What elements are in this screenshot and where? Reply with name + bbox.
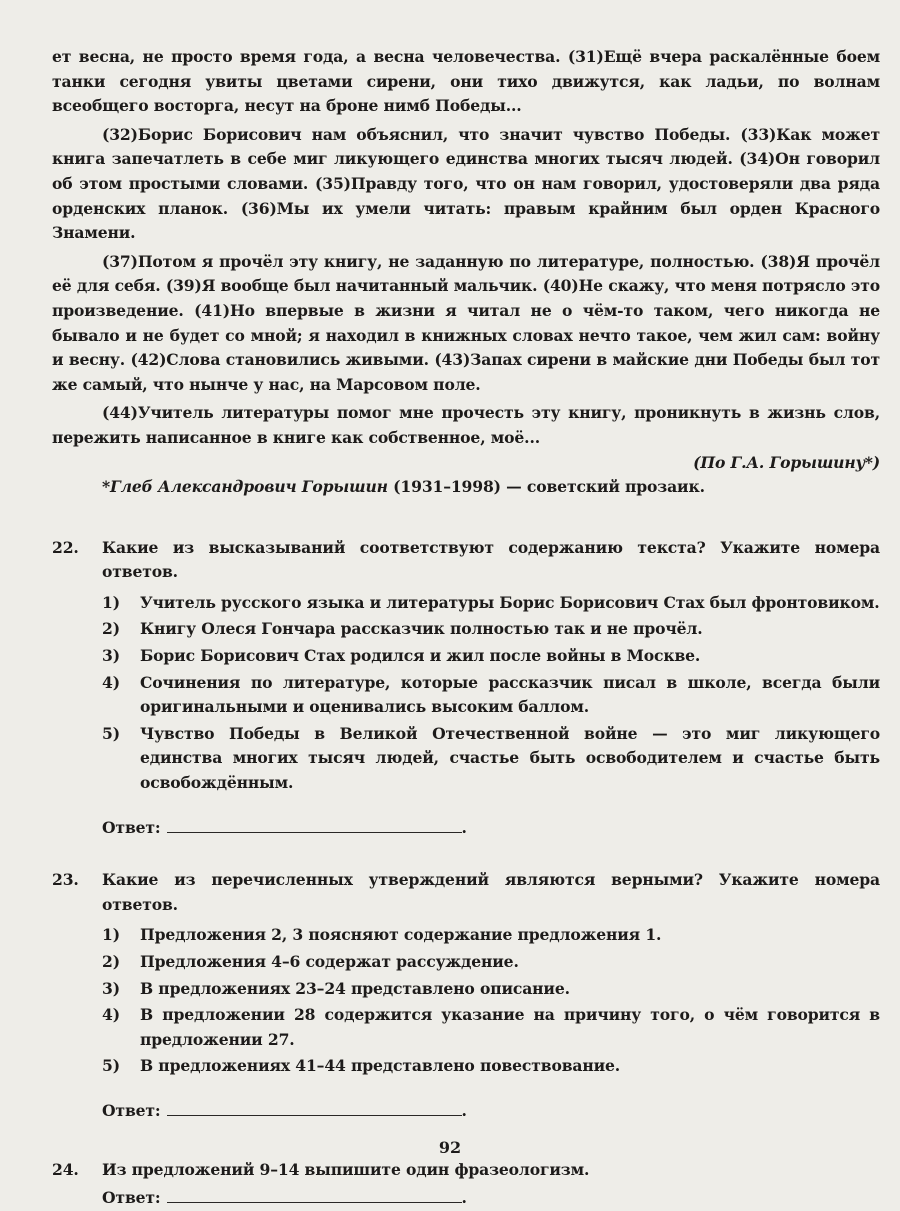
option-number: 3) xyxy=(102,646,120,666)
answer-option xyxy=(102,644,880,669)
option-number: 2) xyxy=(102,952,120,971)
answer-label: Ответ: xyxy=(102,1100,161,1120)
task-number: 24. xyxy=(52,1159,79,1179)
task-22 xyxy=(52,536,880,841)
answer-row xyxy=(102,1184,880,1211)
option-text: В предложениях 41–44 представлено повествование. xyxy=(140,1056,621,1076)
answer-row xyxy=(102,1097,880,1124)
answer-option xyxy=(102,722,880,796)
text-source: (По Г.А. Горышину*) xyxy=(693,452,880,472)
option-number: 3) xyxy=(102,978,120,998)
task-number: 23. xyxy=(52,870,79,890)
option-number: 5) xyxy=(102,723,120,743)
option-text: В предложениях 23–24 представлено описание. xyxy=(140,978,570,998)
option-text: Борис Борисович Стах родился и жил после войны в Москве. xyxy=(140,646,701,666)
task-number: 22. xyxy=(52,537,79,557)
task-question: Какие из высказываний соответствуют содержанию текста? Укажите номера ответов. xyxy=(102,537,880,582)
option-text: Учитель русского языка и литературы Борис Борисович Стах был фронтовиком. xyxy=(140,592,880,612)
answer-options xyxy=(102,923,880,1079)
option-number: 1) xyxy=(102,592,120,612)
option-number: 2) xyxy=(102,619,120,639)
answer-period: . xyxy=(461,817,467,837)
answer-blank-field[interactable] xyxy=(167,1097,462,1116)
answer-option xyxy=(102,923,880,948)
option-text: Сочинения по литературе, которые рассказчик писал в школе, всегда были оригинальными и оценивались высоким баллом. xyxy=(140,672,880,717)
option-number: 1) xyxy=(102,925,120,945)
answer-period: . xyxy=(461,1188,467,1208)
text-paragraph: ет весна, не просто время года, а весна человечества. (31)Ещё вчера раскалённые боем танки сегодня увиты цветами сирени, они тихо движутся, как ладьи, по волнам всеобщего восторга, несут на броне нимб Победы... xyxy=(52,47,880,116)
answer-period: . xyxy=(461,1100,467,1120)
task-24 xyxy=(52,1158,880,1211)
footnote-details: (1931–1998) — советский прозаик. xyxy=(387,477,705,497)
answer-option xyxy=(102,1003,880,1052)
answer-blank-field[interactable] xyxy=(167,814,462,833)
footnote-author-name: *Глеб Александрович Горышин xyxy=(102,477,388,497)
option-number: 5) xyxy=(102,1056,120,1076)
option-text: Предложения 4–6 содержат рассуждение. xyxy=(140,952,519,971)
task-question: Из предложений 9–14 выпишите один фразеологизм. xyxy=(102,1159,590,1179)
answer-label: Ответ: xyxy=(102,817,161,837)
task-23 xyxy=(52,868,880,1123)
page-number: 92 xyxy=(438,1138,462,1157)
answer-option xyxy=(102,977,880,1002)
answer-option xyxy=(102,617,880,642)
option-text: Чувство Победы в Великой Отечественной войне — это миг ликующего единства многих тысяч людей, счастье быть освободителем и счастье быть освобождённым. xyxy=(140,723,880,793)
text-paragraph: (37)Потом я прочёл эту книгу, не заданную по литературе, полностью. (38)Я прочёл её для себя. (39)Я вообще был начитанный мальчик. (40)Не скажу, что меня потрясло это произведение. (41)Но впервые в жизни я читал не о чём-то таком, чего никогда не бывало и не будет со мной; я находил в книжных словах нечто такое, чем жил сам: войну и весну. (42)Слова становились живыми. (43)Запах сирени в майские дни Победы был тот же самый, что нынче у нас, на Марсовом поле. xyxy=(52,251,880,394)
answer-option xyxy=(102,950,880,975)
answer-label: Ответ: xyxy=(102,1188,161,1208)
option-text: В предложении 28 содержится указание на причину того, о чём говорится в предложении 27. xyxy=(140,1005,880,1049)
book-page xyxy=(52,45,880,1211)
option-text: Книгу Олеся Гончара рассказчик полностью так и не прочёл. xyxy=(140,619,703,639)
option-number: 4) xyxy=(102,1005,120,1025)
answer-option xyxy=(102,1054,880,1079)
text-paragraph: (44)Учитель литературы помог мне прочесть эту книгу, проникнуть в жизнь слов, пережить написанное в книге как собственное, моё... xyxy=(52,403,880,447)
answer-row xyxy=(102,814,880,841)
text-paragraph: (32)Борис Борисович нам объяснил, что значит чувство Победы. (33)Как может книга запечатлеть в себе миг ликующего единства многих тысяч людей. (34)Он говорил об этом простыми словами. (35)Правду того, что он нам говорил, удостоверяли два ряда орденских планок. (36)Мы их умели читать: правым крайним был орден Красного Знамени. xyxy=(52,124,880,243)
answer-blank-field[interactable] xyxy=(167,1184,462,1203)
author-footnote xyxy=(52,475,880,500)
answer-option xyxy=(102,591,880,616)
option-text: Предложения 2, 3 поясняют содержание предложения 1. xyxy=(140,925,662,945)
answer-options xyxy=(102,591,880,796)
answer-option xyxy=(102,671,880,720)
task-question: Какие из перечисленных утверждений являются верными? Укажите номера ответов. xyxy=(102,870,880,914)
option-number: 4) xyxy=(102,672,120,692)
